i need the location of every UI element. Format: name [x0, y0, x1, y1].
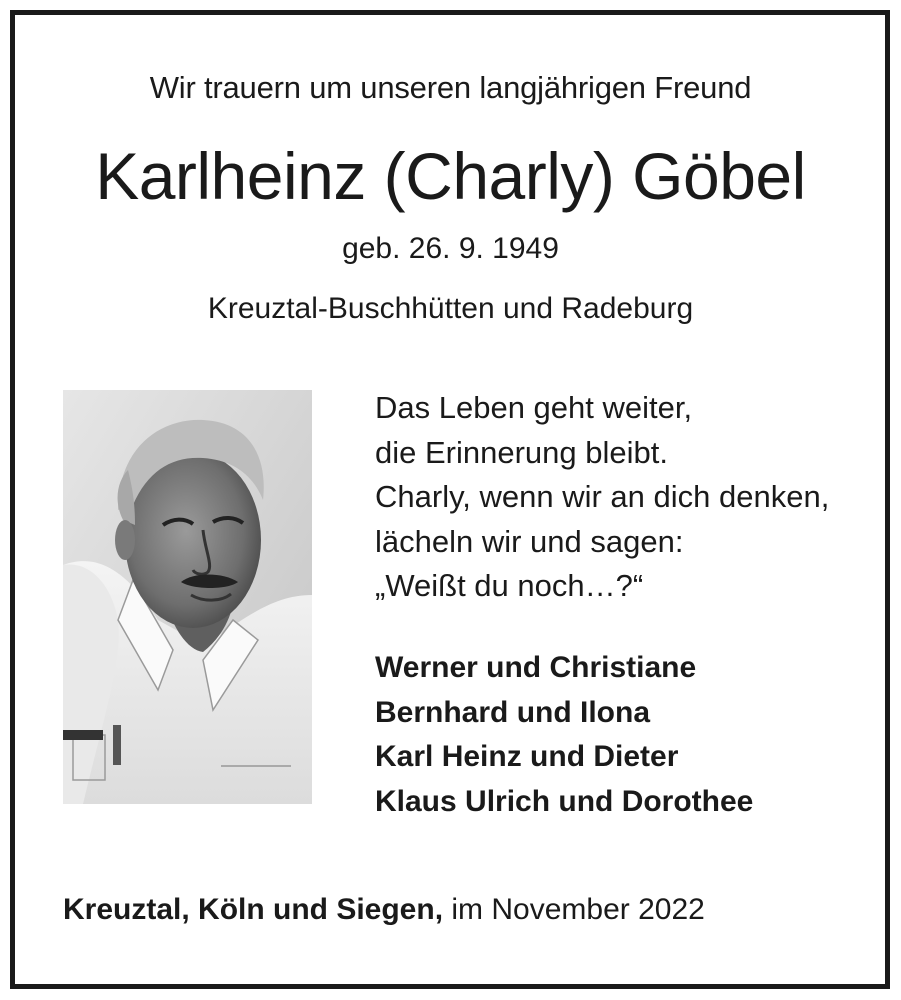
footer-places: Kreuztal, Köln und Siegen,	[63, 893, 444, 926]
footer	[63, 893, 705, 927]
poem	[375, 386, 829, 609]
poem-line: die Erinnerung bleibt.	[375, 434, 668, 470]
intro-line: Wir trauern um unseren langjährigen Freund	[149, 70, 752, 105]
home-places: Kreuztal-Buschhütten und Radeburg	[207, 292, 694, 325]
mourners-list	[375, 646, 753, 824]
birth-date: geb. 26. 9. 1949	[342, 232, 559, 265]
portrait-photo	[63, 390, 312, 804]
deceased-name: Karlheinz (Charly) Göbel	[95, 139, 806, 213]
poem-line: lächeln wir und sagen:	[375, 523, 684, 559]
mourner-entry: Klaus Ulrich und Dorothee	[375, 784, 754, 818]
mourner-entry: Bernhard und Ilona	[375, 695, 651, 729]
footer-date: im November 2022	[451, 893, 705, 926]
mourner-entry: Werner und Christiane	[375, 651, 697, 684]
poem-line: Das Leben geht weiter,	[375, 390, 693, 425]
mourner-entry: Karl Heinz und Dieter	[375, 740, 679, 773]
poem-line: „Weißt du noch…?“	[375, 568, 644, 603]
poem-line: Charly, wenn wir an dich denken,	[375, 479, 830, 514]
